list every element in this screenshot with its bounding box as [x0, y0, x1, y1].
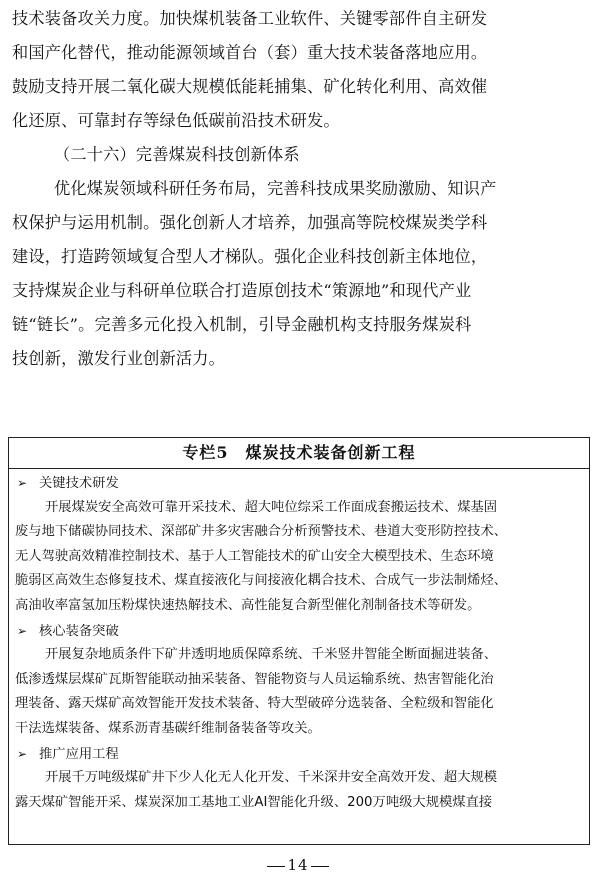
text-line: 链“链长”。完善多元化投入机制，引导金融机构支持服务煤炭科	[12, 315, 472, 334]
text-line: 技创新，激发行业创新活力。	[12, 349, 226, 368]
text-line: 技术装备攻关力度。加快煤机装备工业软件、关键零部件自主研发	[12, 9, 488, 28]
box-line: 废与地下储碳协同技术、深部矿井多灾害融合分析预警技术、巷道大变形防控技术、	[15, 524, 507, 540]
arrow-bullet-icon: ➢	[17, 476, 28, 490]
item-heading-label: 推广应用工程	[39, 746, 119, 762]
text-line: 支持煤炭企业与科研单位联合打造原创技术“策源地”和现代产业	[12, 281, 472, 300]
item-heading	[15, 471, 583, 496]
box-line: 低渗透煤层煤矿瓦斯智能联动抽采装备、智能物资与人员运输系统、热害智能化治	[15, 671, 494, 687]
box-line: 高油收率富氢加压粉煤快速热解技术、高性能复合新型催化剂制备技术等研发。	[15, 597, 481, 613]
box-title: 专栏5 煤炭技术装备创新工程	[9, 438, 589, 469]
text-line: 和国产化替代，推动能源领域首台（套）重大技术装备落地应用。	[12, 43, 488, 62]
arrow-bullet-icon: ➢	[17, 746, 28, 761]
box-line: 理装备、露天煤矿高效智能开发技术装备、特大型破碎分选装备、全粒级和智能化	[15, 696, 494, 712]
text-line: 权保护与运用机制。强化创新人才培养，加强高等院校煤炭类学科	[12, 213, 488, 232]
box-line: 开展煤炭安全高效可靠开采技术、超大吨位综采工作面成套搬运技术、煤基固	[45, 499, 498, 515]
column-box	[8, 437, 590, 845]
box-line: 开展复杂地质条件下矿井透明地质保障系统、千米竖井智能全断面掘进装备、	[45, 647, 498, 663]
item-heading	[15, 619, 583, 644]
dash-decoration	[311, 866, 329, 867]
box-line: 脆弱区高效生态修复技术、煤直接液化与间接液化耦合技术、合成气一步法制烯烃、	[15, 573, 507, 589]
item-heading	[15, 742, 583, 767]
dash-decoration	[267, 866, 285, 867]
text-line: 建设，打造跨领域复合型人才梯队。强化企业科技创新主体地位，	[12, 247, 488, 266]
item-heading-label: 关键技术研发	[39, 476, 119, 491]
text-line: 鼓励支持开展二氧化碳大规模低能耗捕集、矿化转化利用、高效催	[12, 77, 488, 96]
box-content	[9, 469, 589, 815]
text-line: 化还原、可靠封存等绿色低碳前沿技术研发。	[12, 111, 340, 130]
page-number-value: 14	[287, 856, 309, 874]
arrow-bullet-icon: ➢	[17, 623, 28, 638]
item-heading-label: 核心装备突破	[39, 623, 119, 639]
page-number	[0, 856, 596, 874]
box-line: 开展千万吨级煤矿井下少人化无人化开发、千米深井安全高效开发、超大规模	[45, 770, 498, 786]
box-line: 无人驾驶高效精准控制技术、基于人工智能技术的矿山安全大模型技术、生态环境	[15, 548, 494, 564]
text-line: 优化煤炭领域科研任务布局，完善科技成果奖励激励、知识产	[54, 179, 497, 198]
section-heading: （二十六）完善煤炭科技创新体系	[54, 145, 300, 164]
body-text	[12, 2, 586, 376]
box-line: 干法选煤装备、煤系沥青基碳纤维制备装备等攻关。	[15, 720, 321, 736]
box-line: 露天煤矿智能开采、煤炭深加工基地工业AI智能化升级、200万吨级大规模煤直接	[15, 794, 493, 810]
